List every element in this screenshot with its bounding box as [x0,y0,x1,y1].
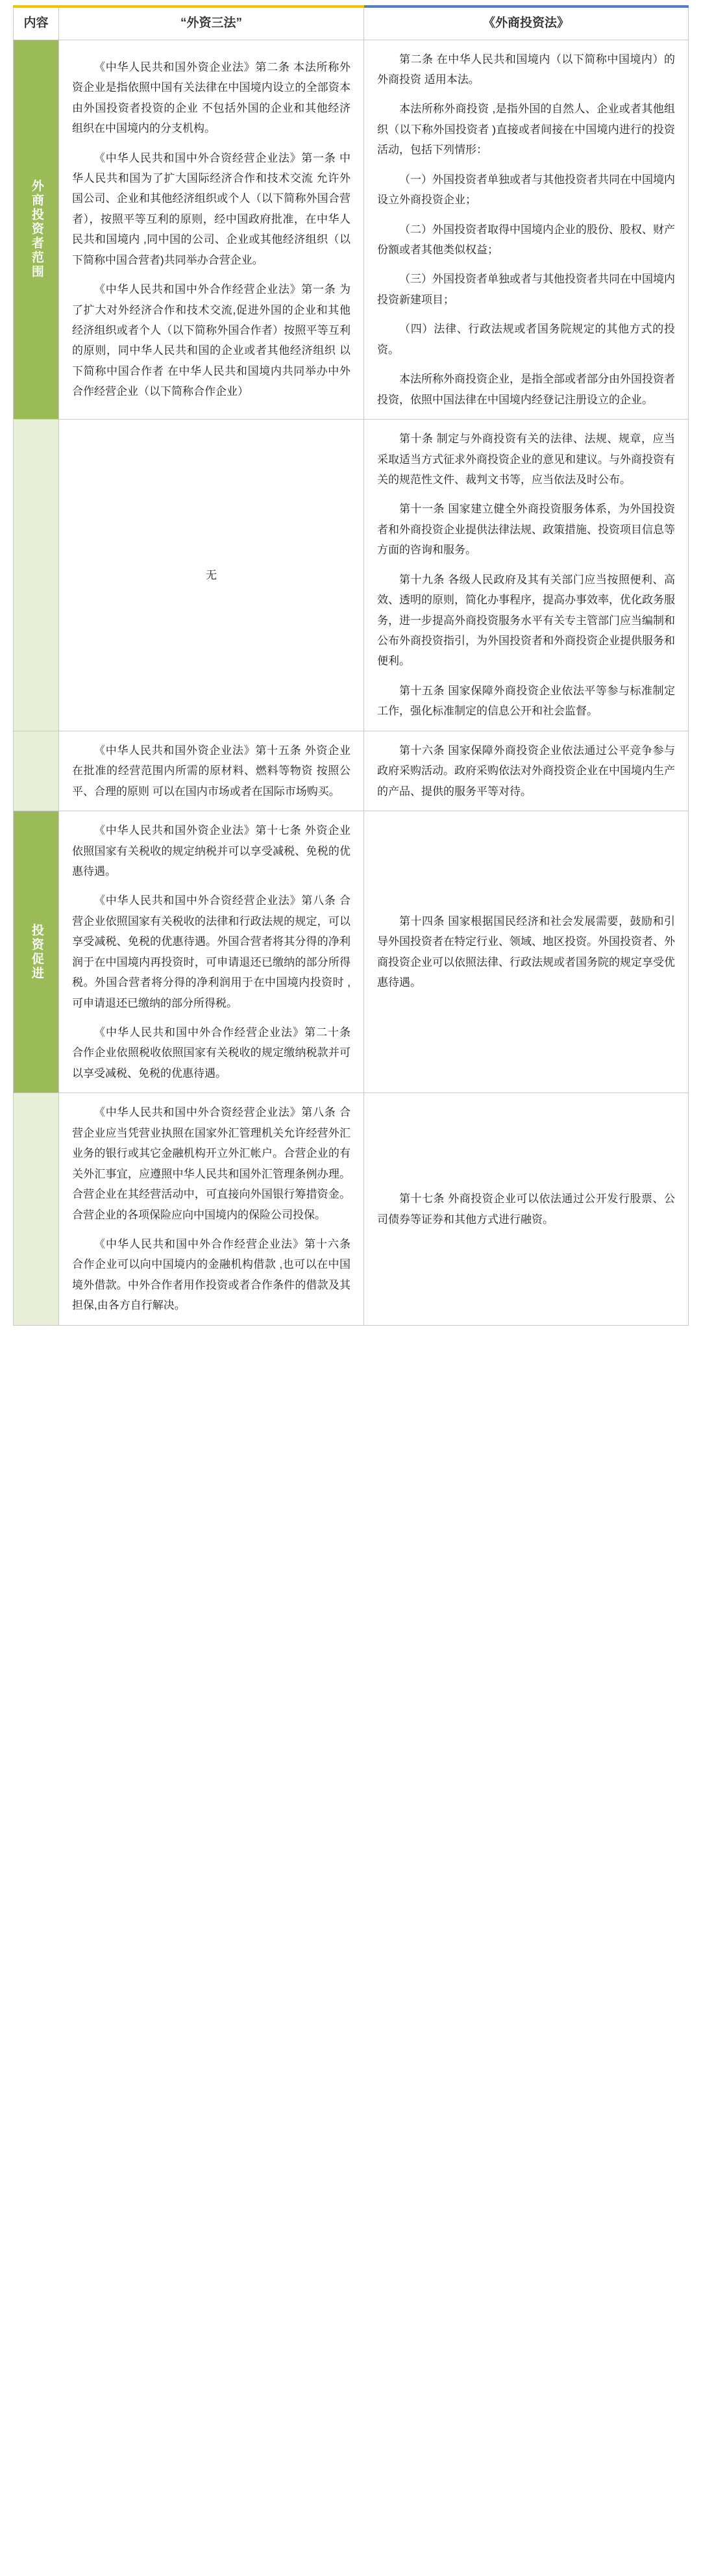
table-body [14,40,689,1325]
old-law-paragraph: 无 [206,568,217,581]
table-header [14,6,689,40]
new-law-paragraph: （二）外国投资者取得中国境内企业的股份、股权、财产份额或者其他类似权益； [377,223,675,256]
new-law-paragraph: 第十条 制定与外商投资有关的法律、法规、规章，应当采取适当方式征求外商投资企业的意见和建议。与外商投资有关的规范性文件、裁判文书等，应当依法及时公布。 [377,433,675,486]
old-law-paragraph: 《中华人民共和国中外合资经营企业法》第一条 中华人民共和国为了扩大国际经济合作和技术交流 允许外国公司、企业和其他经济组织或个人（以下简称外国合营者），按照平等互利的原则，经中国政府批准，在中华人民共和国境内 ,同中国的公司、企业或其他经济组织（以下简称中国合营者)共同举办合营企业。 [72,151,350,266]
old-law-paragraph: 《中华人民共和国外资企业法》第二条 本法所称外资企业是指依照中国有关法律在中国境内设立的全部资本由外国投资者投资的企业 不包括外国的企业和其他经济组织在中国境内的分支机构。 [72,60,350,135]
old-law-cell-none [59,420,364,731]
new-law-paragraph: （一）外国投资者单独或者与其他投资者共同在中国境内设立外商投资企业； [377,173,675,207]
new-law-paragraph: 第十九条 各级人民政府及其有关部门应当按照便利、高效、透明的原则，简化办事程序，提高办事效率，优化政务服务，进一步提高外商投资服务水平有关专主管部门应当编制和公布外商投资指引，为外国投资者和外商投资企业提供服务和便利。 [377,573,675,668]
table-row [14,1093,689,1325]
category-cell-spacer [14,420,59,731]
old-law-paragraph: 《中华人民共和国中外合作经营企业法》第十六条 合作企业可以向中国境内的金融机构借款 ,也可以在中国境外借款。中外合作者用作投资或者合作条件的借款及其担保,由各方自行解决。 [72,1237,350,1312]
old-law-paragraph: 《中华人民共和国中外合资经营企业法》第八条 合营企业应当凭营业执照在国家外汇管理机关允许经营外汇业务的银行或其它金融机构开立外汇帐户。合营企业的有关外汇事宜，应遵照中华人民共和国外汇管理条例办理。合营企业在其经营活动中，可直接向外国银行筹措资金。合营企业的各项保险应向中国境内的保险公司投保。 [72,1106,350,1221]
new-law-cell-promotion [364,420,689,731]
new-law-paragraph: 第十六条 国家保障外商投资企业依法通过公平竞争参与政府采购活动。政府采购依法对外商投资企业在中国境内生产的产品、提供的服务平等对待。 [377,744,675,798]
old-law-paragraph: 《中华人民共和国外资企业法》第十七条 外资企业依照国家有关税收的规定纳税并可以享受减税、免税的优惠待遇。 [72,824,350,878]
new-law-cell-financing [364,1093,689,1325]
new-law-paragraph: （四）法律、行政法规或者国务院规定的其他方式的投资。 [377,323,675,356]
category-label: 外商投资者范围 [29,179,43,280]
old-law-cell-scope [59,40,364,420]
table-row [14,731,689,811]
old-law-cell-finance [59,1093,364,1325]
header-old-law: “外资三法” [59,6,364,40]
old-law-paragraph: 《中华人民共和国中外合作经营企业法》第一条 为了扩大对外经济合作和技术交流,促进外国的企业和其他经济组织或者个人（以下简称外国合作者）按照平等互利的原则，同中华人民共和国的企业或者其他经济组织 以下简称中国合作者 在中华人民共和国境内共同举办中外合作经营企业（以下简称合作企业） [72,283,350,398]
new-law-paragraph: 第十一条 国家建立健全外商投资服务体系，为外国投资者和外商投资企业提供法律法规、政策措施、投资项目信息等方面的咨询和服务。 [377,503,675,557]
header-row [14,6,689,40]
header-category: 内容 [14,6,59,40]
old-law-paragraph: 《中华人民共和国外资企业法》第十五条 外资企业在批准的经营范围内所需的原材料、燃料等物资 按照公平、合理的原则 可以在国内市场或者在国际市场购买。 [72,744,350,798]
new-law-paragraph: 第十四条 国家根据国民经济和社会发展需要，鼓励和引导外国投资者在特定行业、领域、地区投资。外国投资者、外商投资企业可以依照法律、行政法规或者国务院的规定享受优惠待遇。 [377,915,675,989]
category-label: 投资促进 [29,923,43,981]
new-law-cell-incentives [364,811,689,1093]
category-cell-scope [14,40,59,420]
old-law-paragraph: 《中华人民共和国中外合资经营企业法》第八条 合营企业依照国家有关税收的法律和行政法规的规定，可以享受减税、免税的优惠待遇。外国合营者将其分得的净利润于在中国境内再投资时，可申请退还已缴纳的部分所得税。外国合营者将分得的净利润用于在中国境内投资时 ,可申请退还已缴纳的部分所得税。 [72,894,350,1009]
category-cell-promotion [14,811,59,1093]
table-row [14,40,689,420]
new-law-paragraph: 本法所称外商投资 ,是指外国的自然人、企业或者其他组织（以下称外国投资者 )直接或者间接在中国境内进行的投资活动，包括下列情形： [377,103,675,157]
category-cell-spacer [14,1093,59,1325]
new-law-cell-scope [364,40,689,420]
new-law-cell-procurement [364,731,689,811]
category-cell-spacer [14,731,59,811]
new-law-paragraph: 第十七条 外商投资企业可以依法通过公开发行股票、公司债券等证券和其他方式进行融资。 [377,1193,675,1226]
comparison-table [13,5,689,1326]
old-law-cell-materials [59,731,364,811]
table-row [14,811,689,1093]
table-row [14,420,689,731]
new-law-paragraph: 第十五条 国家保障外商投资企业依法平等参与标准制定工作，强化标准制定的信息公开和社会监督。 [377,684,675,718]
old-law-cell-tax [59,811,364,1093]
new-law-paragraph: 第二条 在中华人民共和国境内（以下简称中国境内）的外商投资 适用本法。 [377,53,675,86]
new-law-paragraph: （三）外国投资者单独或者与其他投资者共同在中国境内投资新建项目； [377,273,675,306]
header-new-law: 《外商投资法》 [364,6,689,40]
new-law-paragraph: 本法所称外商投资企业，是指全部或者部分由外国投资者投资，依照中国法律在中国境内经登记注册设立的企业。 [377,373,675,406]
old-law-paragraph: 《中华人民共和国中外合作经营企业法》第二十条 合作企业依照税收依照国家有关税收的规定缴纳税款并可以享受减税、免税的优惠待遇。 [72,1026,350,1080]
document-body [0,5,701,1326]
